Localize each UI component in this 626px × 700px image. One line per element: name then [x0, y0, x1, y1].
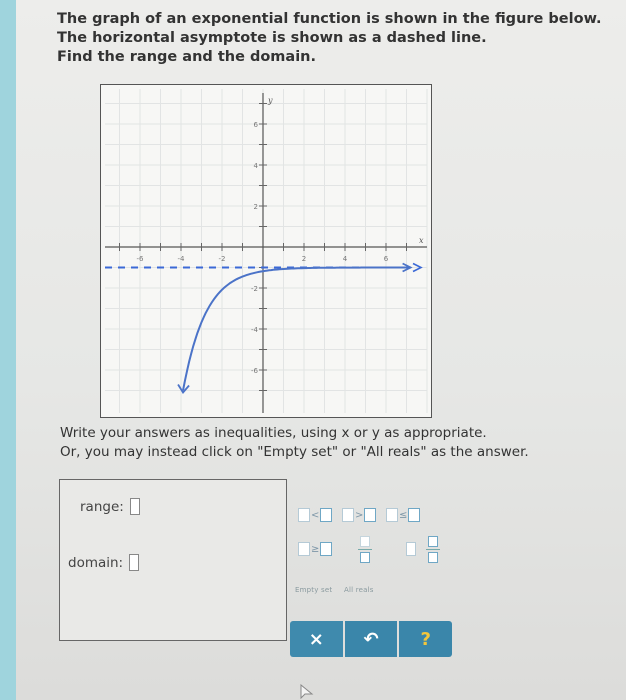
- x-tick-label: -6: [136, 255, 144, 263]
- exponential-graph: [101, 85, 431, 417]
- graph-grid: [105, 85, 427, 413]
- x-tick-label: 4: [342, 255, 348, 263]
- domain-row: [68, 554, 139, 571]
- less-than-button[interactable]: <: [298, 508, 332, 522]
- graph-axes: [105, 93, 427, 413]
- y-tick-label: 6: [253, 121, 258, 129]
- range-row: [80, 498, 140, 515]
- less-equal-button[interactable]: ≤: [386, 508, 420, 522]
- clear-button[interactable]: ×: [290, 621, 343, 657]
- domain-input[interactable]: [129, 554, 139, 571]
- x-axis-label: x: [419, 236, 424, 245]
- instructions-line-1: Write your answers as inequalities, using x or y as appropriate.: [60, 425, 487, 441]
- answer-box: [59, 479, 287, 641]
- instructions-line-2: Or, you may instead click on "Empty set" or "All reals" as the answer.: [60, 444, 529, 460]
- action-bar: [290, 621, 452, 657]
- y-tick-label: 2: [253, 203, 258, 211]
- instructions-text: [60, 424, 600, 462]
- mixed-fraction-button[interactable]: [426, 536, 440, 563]
- y-tick-label: 4: [253, 162, 258, 170]
- left-accent-strip: [0, 0, 16, 700]
- graph-panel: [100, 84, 432, 418]
- math-palette: [290, 500, 470, 620]
- range-input[interactable]: [130, 498, 140, 515]
- undo-button[interactable]: ↶: [345, 621, 398, 657]
- y-tick-label: -4: [251, 326, 258, 334]
- range-label: range:: [80, 498, 124, 515]
- fraction-button[interactable]: [358, 536, 372, 563]
- domain-label: domain:: [68, 554, 124, 571]
- y-axis-label: y: [268, 96, 273, 105]
- question-text: [57, 10, 602, 67]
- y-tick-label: -2: [251, 285, 258, 293]
- greater-than-button[interactable]: >: [342, 508, 376, 522]
- x-tick-label: 2: [301, 255, 307, 263]
- x-tick-label: -2: [218, 255, 226, 263]
- greater-equal-button[interactable]: ≥: [298, 542, 332, 556]
- exponential-curve: [178, 264, 411, 393]
- question-line-2: The horizontal asymptote is shown as a dashed line.: [57, 30, 487, 46]
- question-line-1: The graph of an exponential function is shown in the figure below.: [57, 11, 602, 27]
- x-tick-label: -4: [177, 255, 185, 263]
- all-reals-button[interactable]: All reals: [344, 586, 374, 594]
- help-button[interactable]: ?: [399, 621, 452, 657]
- empty-set-button[interactable]: Empty set: [295, 586, 333, 594]
- mouse-cursor-icon: [300, 684, 314, 700]
- y-tick-label: -6: [251, 367, 258, 375]
- question-line-3: Find the range and the domain.: [57, 49, 316, 65]
- mixed-number-button[interactable]: [406, 542, 416, 556]
- x-tick-label: 6: [383, 255, 389, 263]
